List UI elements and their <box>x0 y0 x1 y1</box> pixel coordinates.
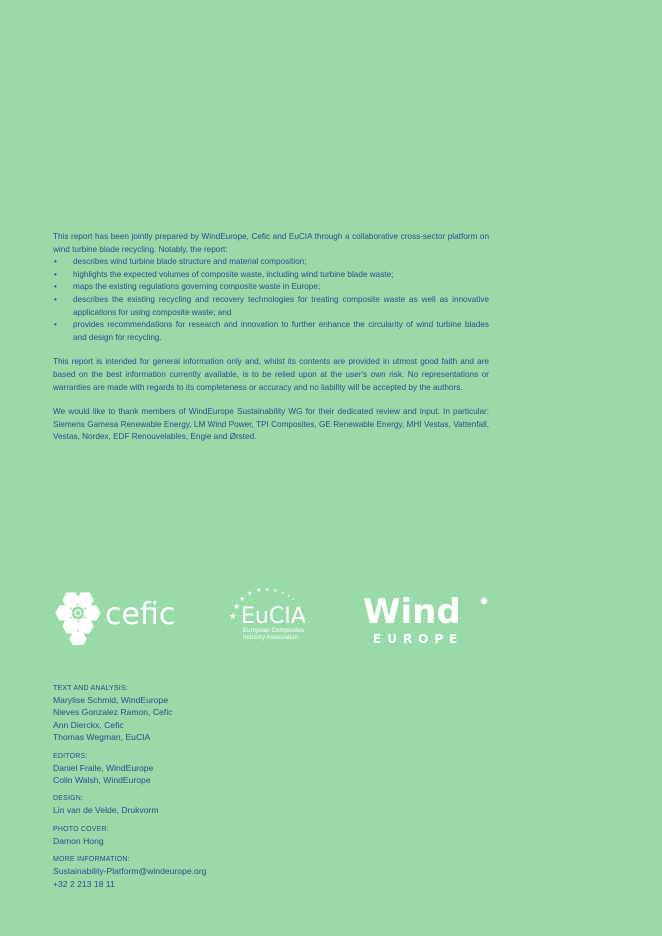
list-item: • highlights the expected volumes of composite waste, including wind turbine blade waste; <box>53 269 489 282</box>
acknowledgements-paragraph: We would like to thank members of WindEurope Sustainability WG for their dedicated review and input. In particular: Siemens Gamesa Renewable Energy, LM Wind Power, TPI Composites, GE Renewable Energy, MHI Vestas, Vattenfall, Vestas, Nordex, EDF Renouvelables, Engie and Ørsted. <box>53 407 489 442</box>
credit-block-text-analysis <box>53 683 353 744</box>
disclaimer-paragraph: This report is intended for general information only and, whilst its contents are provided in utmost good faith and are based on the best information currently available, is to be relied upon at the user's own risk. No representations or warranties are made with regards to its completeness or accuracy and no liability will be accepted by the authors. <box>53 357 489 392</box>
credit-heading: EDITORS: <box>53 752 88 760</box>
windeurope-word-europe: EUROPE <box>373 632 464 646</box>
contact-email[interactable]: Sustainability-Platform@windeurope.org <box>53 866 207 877</box>
credit-block-more-information <box>53 854 353 890</box>
svg-text:★: ★ <box>273 588 278 594</box>
list-item: • describes the existing recycling and recovery technologies for treating composite waste as well as innovative applications for using composite waste; and <box>53 294 489 319</box>
credit-heading: MORE INFORMATION: <box>53 856 130 864</box>
credit-line: Nieves Gonzalez Ramon, Cefic <box>53 707 173 718</box>
credit-block-editors <box>53 751 353 787</box>
windeurope-dot <box>481 598 487 604</box>
svg-text:★: ★ <box>247 590 253 597</box>
credit-line: Lin van de Velde, Drukvorm <box>53 805 159 816</box>
svg-text:★: ★ <box>233 602 241 611</box>
svg-text:★: ★ <box>292 597 295 601</box>
svg-text:★: ★ <box>229 612 238 622</box>
windeurope-logo <box>363 591 493 647</box>
credit-heading: DESIGN: <box>53 795 84 803</box>
list-item: • maps the existing regulations governing composite waste in Europe; <box>53 281 489 294</box>
report-topics-list <box>53 256 489 344</box>
eucia-subtitle-line1: European Composites <box>243 627 305 634</box>
intro-text <box>53 231 489 444</box>
svg-text:★: ★ <box>265 587 270 593</box>
intro-lead: This report has been jointly prepared by WindEurope, Cefic and EuCIA through a collaborative cross-sector platform on wind turbine blade recycling. Notably, the report: <box>53 232 489 254</box>
windeurope-word-wind: Wind <box>363 592 461 632</box>
credit-line: Thomas Wegman, EuCIA <box>53 732 151 743</box>
eucia-wordmark: EuCIA <box>241 604 306 629</box>
svg-text:★: ★ <box>256 587 262 594</box>
credit-heading: PHOTO COVER: <box>53 825 109 833</box>
partner-logos <box>53 585 493 647</box>
credit-line: Damon Hong <box>53 835 104 846</box>
credit-line: Ann Dierckx, Cefic <box>53 719 124 730</box>
cefic-logo <box>53 587 183 645</box>
credit-block-photo-cover <box>53 824 353 847</box>
credit-heading: TEXT AND ANALYSIS: <box>53 685 128 692</box>
eucia-logo <box>221 585 331 645</box>
contact-phone[interactable]: +32 2 213 18 11 <box>53 878 115 889</box>
svg-text:★: ★ <box>287 594 291 598</box>
credit-block-design <box>53 793 353 816</box>
credit-line: Colin Walsh, WindEurope <box>53 775 151 786</box>
svg-text:★: ★ <box>239 595 246 603</box>
credit-line: Daniel Fraile, WindEurope <box>53 762 154 773</box>
list-item: • provides recommendations for research and innovation to further enhance the circularity of wind turbine blades and design for recycling. <box>53 319 489 344</box>
credit-line: Marylise Schmid, WindEurope <box>53 695 169 705</box>
cefic-wordmark: cefic <box>105 597 176 632</box>
svg-text:★: ★ <box>281 590 285 595</box>
eucia-subtitle-line2: Industry Association <box>243 634 299 641</box>
list-item: • describes wind turbine blade structure and material composition; <box>53 256 489 269</box>
credits <box>53 683 353 897</box>
